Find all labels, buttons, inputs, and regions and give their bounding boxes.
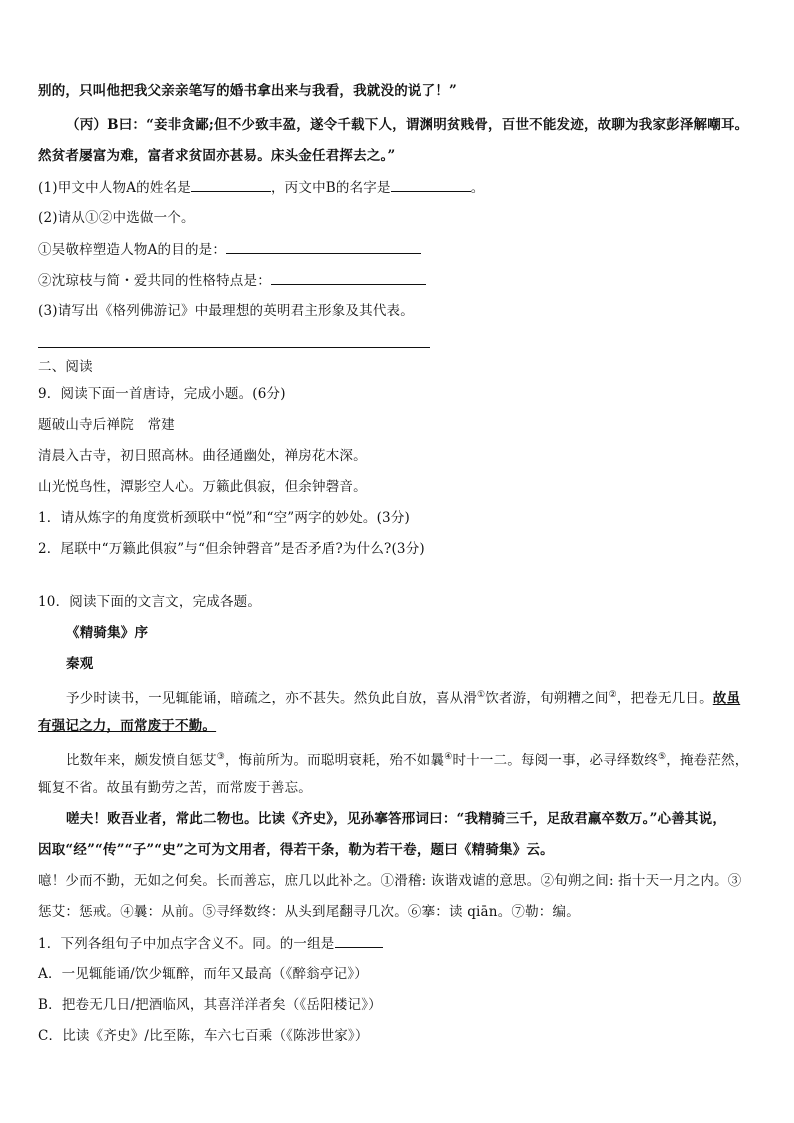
p1-part-b: 饮者游，旬朔糟之间 <box>485 690 609 707</box>
p2-part-c: 时十一二。每阅一事，必寻绎数终 <box>452 752 658 769</box>
essay-paragraph-2 <box>66 747 786 771</box>
p2-part-d: ，掩卷茫然， <box>666 752 749 769</box>
question-9-1: 1．请从炼字的角度赏析颈联中“悦”和“空”两字的妙处。(3分) <box>38 510 411 526</box>
question-2: (2)请从①②中选做一个。 <box>38 210 195 226</box>
p1-underlined-end: 有强记之力，而常废于不勤。 <box>38 718 217 734</box>
p2-part-a: 比数年来，颇发愤自惩艾 <box>66 752 217 769</box>
note-marker-4: ④ <box>444 752 453 762</box>
essay-title: 《精骑集》序 <box>66 625 149 641</box>
essay-paragraph-2-cont: 辄复不省。故虽有勤劳之苦，而常废于善忘。 <box>38 780 312 796</box>
question-1-part-b: ，丙文中B的名字是 <box>270 180 391 196</box>
poem-line-2: 山光悦鸟性，潭影空人心。万籁此俱寂，但余钟磬音。 <box>38 479 367 495</box>
essay-paragraph-3-cont: 因取“经”“传”“子”“史”之可为文用者，得若干条，勒为若干卷，题曰《精骑集》云。 <box>38 842 554 858</box>
text-line-bing-cont: 然贫者屡富为难，富者求贫固亦甚易。床头金任君挥去之。” <box>38 148 396 164</box>
question-2-option-2-text: ②沈琼枝与简・爱共同的性格特点是： <box>38 273 271 289</box>
option-c: C．比读《齐史》/比至陈，车六七百乘（《陈涉世家》） <box>38 1028 369 1044</box>
note-marker-5: ⑤ <box>657 752 667 762</box>
question-3: (3)请写出《格列佛游记》中最理想的英明君主形象及其代表。 <box>38 303 414 319</box>
text-line-bing: （丙）B曰：“妾非贪鄙;但不少致丰盈，遂令千载下人，谓渊明贫贱骨，百世不能发迹，故聊为我家彭泽解嘲耳。 <box>66 117 749 133</box>
poem-title: 题破山寺后禅院 常建 <box>38 417 175 433</box>
question-2-option-1 <box>38 239 758 260</box>
note-marker-2: ② <box>608 690 617 700</box>
text-line-1: 别的，只叫他把我父亲亲笔写的婚书拿出来与我看，我就没的说了！” <box>38 83 457 99</box>
answer-blank-name-b[interactable] <box>391 177 471 192</box>
question-10-1-text: 1．下列各组句子中加点字含义不。同。的一组是 <box>38 936 335 952</box>
question-10: 10．阅读下面的文言文，完成各题。 <box>38 594 262 610</box>
option-a: A．一见辄能诵/饮少辄醉，而年又最高（《醉翁亭记》） <box>38 966 368 982</box>
section-heading-reading: 二、阅读 <box>38 359 93 375</box>
p2-part-b: ，悔前所为。而聪明衰耗，殆不如曩 <box>224 752 445 769</box>
answer-line-question-3[interactable] <box>38 347 430 348</box>
essay-paragraph-4-notes: 噫！少而不勤，无如之何矣。长而善忘，庶几以此补之。①滑稽: 诙谐戏谑的意思。②旬朔之间: 指十天一月之内。③ <box>38 873 742 889</box>
option-b: B．把卷无几日/把酒临风，其喜洋洋者矣（《岳阳楼记》） <box>38 997 382 1013</box>
question-10-1 <box>38 933 758 954</box>
essay-author: 秦观 <box>66 656 94 672</box>
answer-blank-name-a[interactable] <box>191 177 271 192</box>
note-marker-3: ③ <box>216 752 225 762</box>
p1-underlined-start: 故虽 <box>712 690 741 707</box>
question-2-option-1-text: ①吴敬梓塑造人物A的目的是： <box>38 242 227 258</box>
poem-line-1: 清晨入古寺，初日照高林。曲径通幽处，禅房花木深。 <box>38 448 367 464</box>
answer-blank-10-1[interactable] <box>335 933 383 948</box>
answer-blank-purpose[interactable] <box>226 239 421 254</box>
note-marker-1: ① <box>477 690 486 700</box>
question-9-2: 2．尾联中“万籁此俱寂”与“但余钟磬音”是否矛盾?为什么?(3分) <box>38 541 425 557</box>
essay-paragraph-3: 嗟夫！败吾业者，常此二物也。比读《齐史》，见孙搴答邢词曰：“我精骑三千，足敌君羸卒数万。”心善其说， <box>66 811 727 827</box>
essay-paragraph-1-cont <box>38 716 758 736</box>
answer-blank-traits[interactable] <box>271 270 426 285</box>
p1-part-c: ，把卷无几日。 <box>616 690 713 707</box>
question-2-option-2 <box>38 270 758 291</box>
essay-paragraph-1 <box>66 685 786 709</box>
question-1-part-a: (1)甲文中人物A的姓名是 <box>38 180 191 196</box>
question-9: 9．阅读下面一首唐诗，完成小题。(6分) <box>38 386 286 402</box>
essay-notes-cont: 惩艾：惩戒。④曩：从前。⑤寻绎数终：从头到尾翻寻几次。⑥搴：读 qiān。⑦勒：编。 <box>38 904 580 920</box>
question-1 <box>38 177 758 198</box>
p1-part-a: 予少时读书，一见辄能诵，暗疏之，亦不甚失。然负此自放，喜从滑 <box>66 690 477 707</box>
question-1-part-c: 。 <box>470 180 485 196</box>
